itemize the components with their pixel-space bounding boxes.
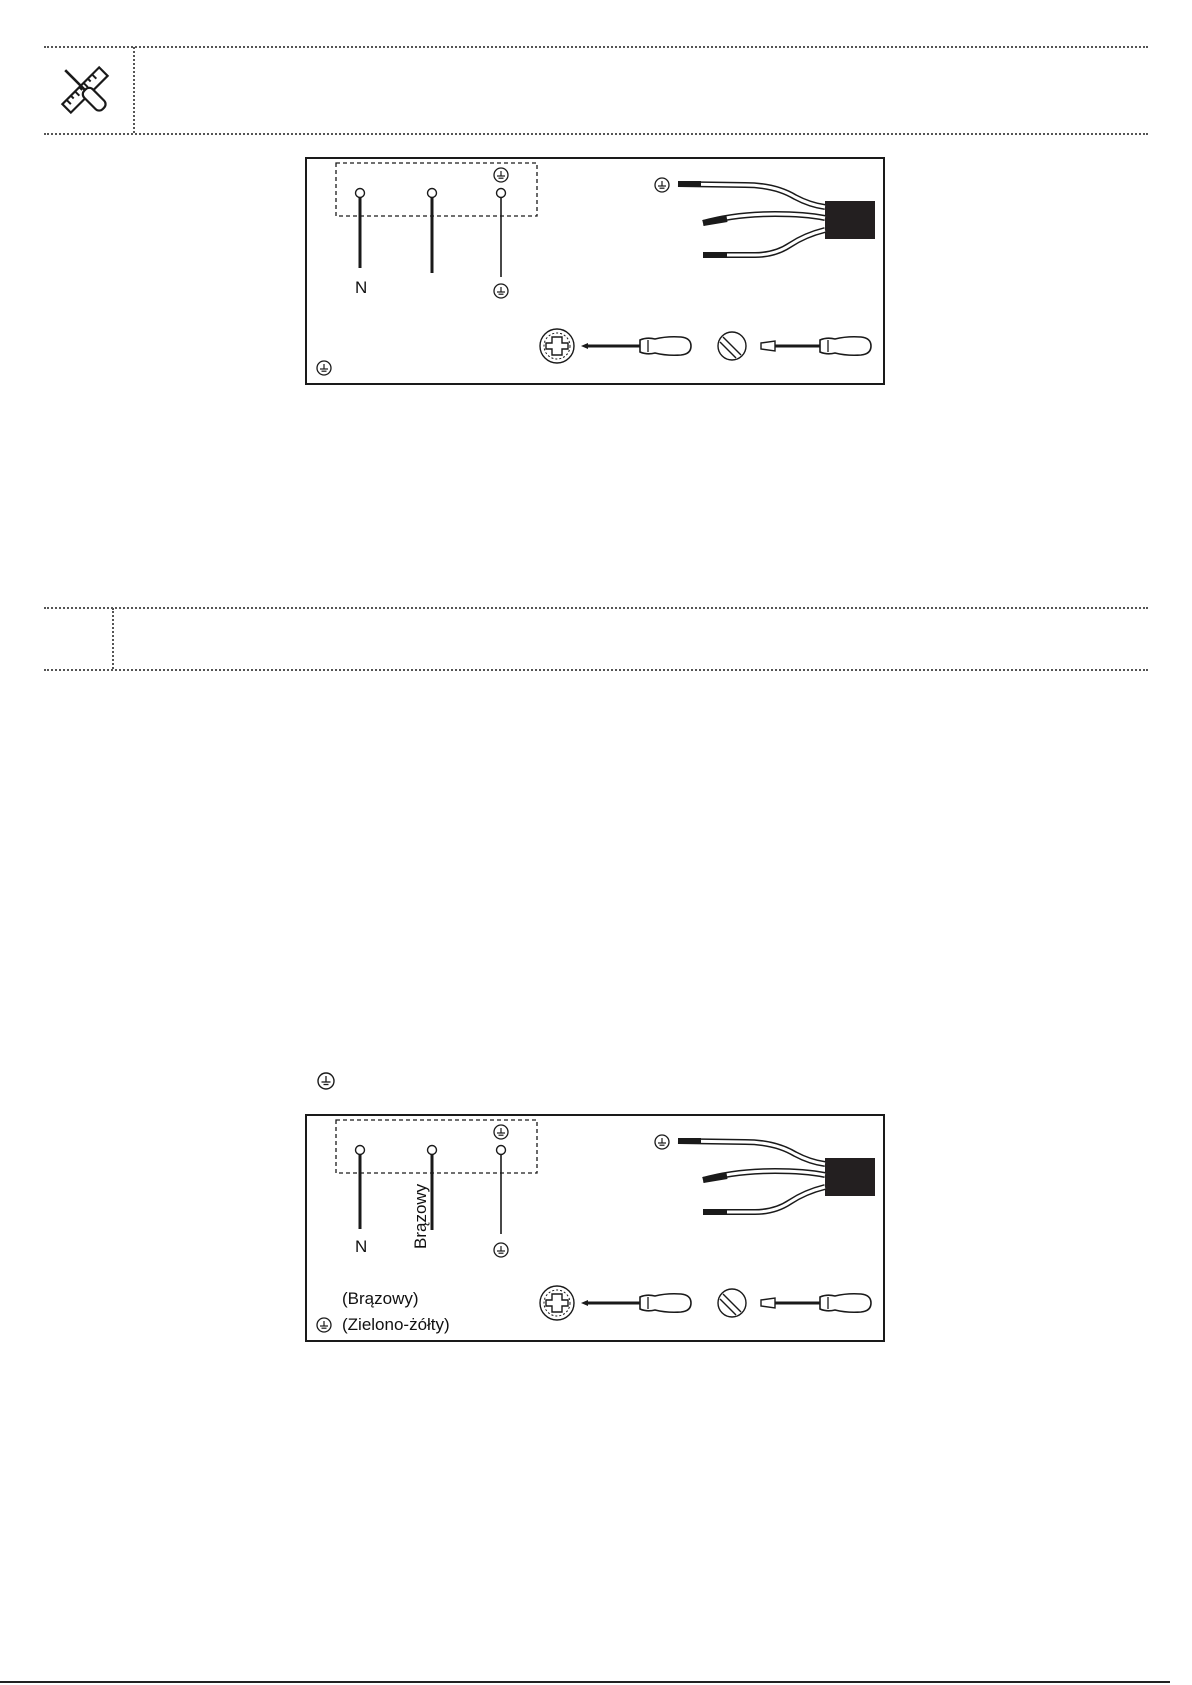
header-top-rule — [44, 46, 1148, 48]
header-divider — [133, 47, 135, 133]
terminal-neutral — [356, 189, 365, 198]
section2-divider — [112, 608, 114, 669]
terminal-neutral — [356, 1146, 365, 1155]
wiring-diagram-bottom — [305, 1114, 885, 1342]
tools-icon — [55, 60, 115, 120]
wiring-diagram-top — [305, 157, 885, 385]
terminal-earth — [497, 1146, 506, 1155]
terminal-live — [428, 189, 437, 198]
legend-earth: (Zielono-żółty) — [342, 1315, 450, 1334]
legend-brown: (Brązowy) — [342, 1289, 419, 1308]
terminal-live — [428, 1146, 437, 1155]
neutral-label: N — [355, 1237, 368, 1256]
live-wire-label: Brązowy — [411, 1183, 430, 1249]
earth-symbol-icon — [316, 1071, 336, 1091]
header-bottom-rule — [44, 133, 1148, 135]
section2-bottom-rule — [44, 669, 1148, 671]
section2-top-rule — [44, 607, 1148, 609]
page-bottom-rule — [0, 1681, 1170, 1683]
terminal-earth — [497, 189, 506, 198]
neutral-label: N — [355, 278, 368, 297]
